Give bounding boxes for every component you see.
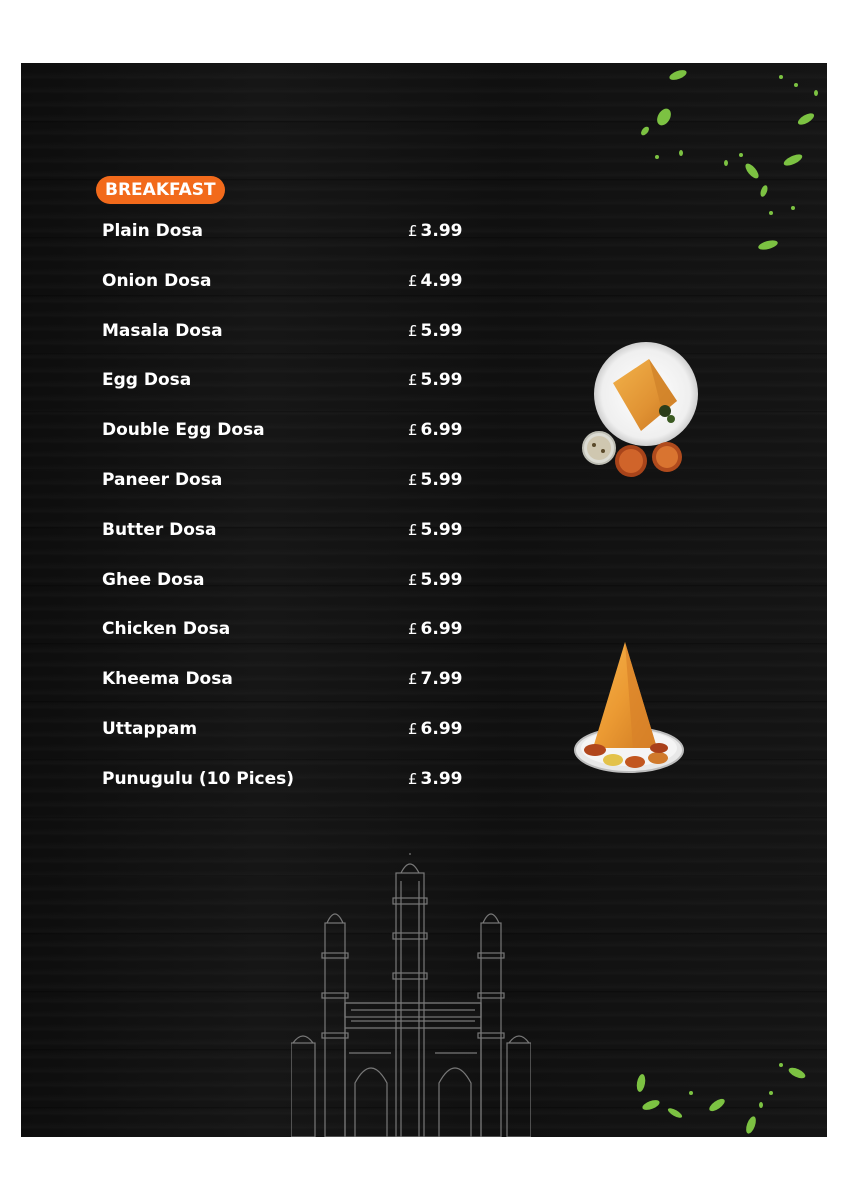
currency-symbol: £: [408, 769, 418, 788]
menu-item: [102, 317, 472, 367]
menu-item: [102, 466, 472, 516]
menu-item-price: [408, 470, 463, 490]
menu-item-price: [408, 271, 463, 291]
menu-item: [102, 665, 472, 715]
menu-item-name: Punugulu (10 Pices): [102, 768, 295, 789]
currency-symbol: £: [408, 271, 418, 290]
currency-symbol: £: [408, 321, 418, 340]
menu-item-name: Uttappam: [102, 718, 198, 739]
price-value: 5.99: [420, 569, 463, 590]
currency-symbol: £: [408, 570, 418, 589]
menu-item-name: Chicken Dosa: [102, 619, 231, 640]
menu-item-price: [408, 719, 463, 739]
menu-item: [102, 516, 472, 566]
menu-item-name: Ghee Dosa: [102, 569, 205, 590]
price-value: 5.99: [420, 519, 463, 540]
currency-symbol: £: [408, 222, 418, 240]
price-value: 5.99: [420, 320, 463, 341]
menu-item-price: [408, 420, 463, 440]
charminar-line-art: [291, 853, 531, 1137]
menu-item-name: Paneer Dosa: [102, 469, 223, 490]
menu-item-name: Double Egg Dosa: [102, 420, 265, 441]
category-badge-breakfast: BREAKFAST: [96, 176, 225, 204]
menu-item-name: Butter Dosa: [102, 519, 217, 540]
price-value: 6.99: [420, 619, 463, 640]
menu-item-price: [408, 570, 463, 590]
price-value: 3.99: [420, 221, 463, 241]
price-value: 7.99: [420, 669, 463, 690]
menu-item: [102, 615, 472, 665]
menu-item-price: [408, 321, 463, 341]
menu-item-price: [408, 769, 463, 789]
menu-item-price: [408, 221, 463, 241]
menu-item-list: [102, 217, 472, 815]
menu-item-price: [408, 669, 463, 689]
price-value: 6.99: [420, 718, 463, 739]
dosa-cone-image: [573, 638, 688, 778]
menu-item-price: [408, 619, 463, 639]
menu-item-price: [408, 520, 463, 540]
currency-symbol: £: [408, 670, 418, 689]
currency-symbol: £: [408, 719, 418, 738]
currency-symbol: £: [408, 520, 418, 539]
price-value: 6.99: [420, 420, 463, 441]
menu-item-name: Onion Dosa: [102, 270, 212, 291]
currency-symbol: £: [408, 470, 418, 489]
menu-item: [102, 715, 472, 765]
price-value: 5.99: [420, 370, 463, 391]
price-value: 4.99: [420, 270, 463, 291]
leaf-decoration-top: [621, 63, 827, 263]
menu-item: [102, 566, 472, 616]
menu-item: [102, 416, 472, 466]
currency-symbol: £: [408, 371, 418, 390]
leaf-decoration-bottom: [621, 1053, 827, 1137]
menu-item-name: Kheema Dosa: [102, 669, 233, 690]
menu-item-price: [408, 370, 463, 390]
dosa-plate-image: [579, 341, 701, 491]
menu-item: [102, 267, 472, 317]
price-value: 3.99: [420, 768, 463, 789]
menu-item-name: Plain Dosa: [102, 221, 203, 241]
currency-symbol: £: [408, 421, 418, 440]
menu-item: [102, 366, 472, 416]
menu-item: [102, 217, 472, 267]
currency-symbol: £: [408, 620, 418, 639]
menu-page: [21, 63, 827, 1137]
menu-item-name: Egg Dosa: [102, 370, 192, 391]
price-value: 5.99: [420, 469, 463, 490]
menu-item-name: Masala Dosa: [102, 320, 223, 341]
menu-item: [102, 765, 472, 815]
